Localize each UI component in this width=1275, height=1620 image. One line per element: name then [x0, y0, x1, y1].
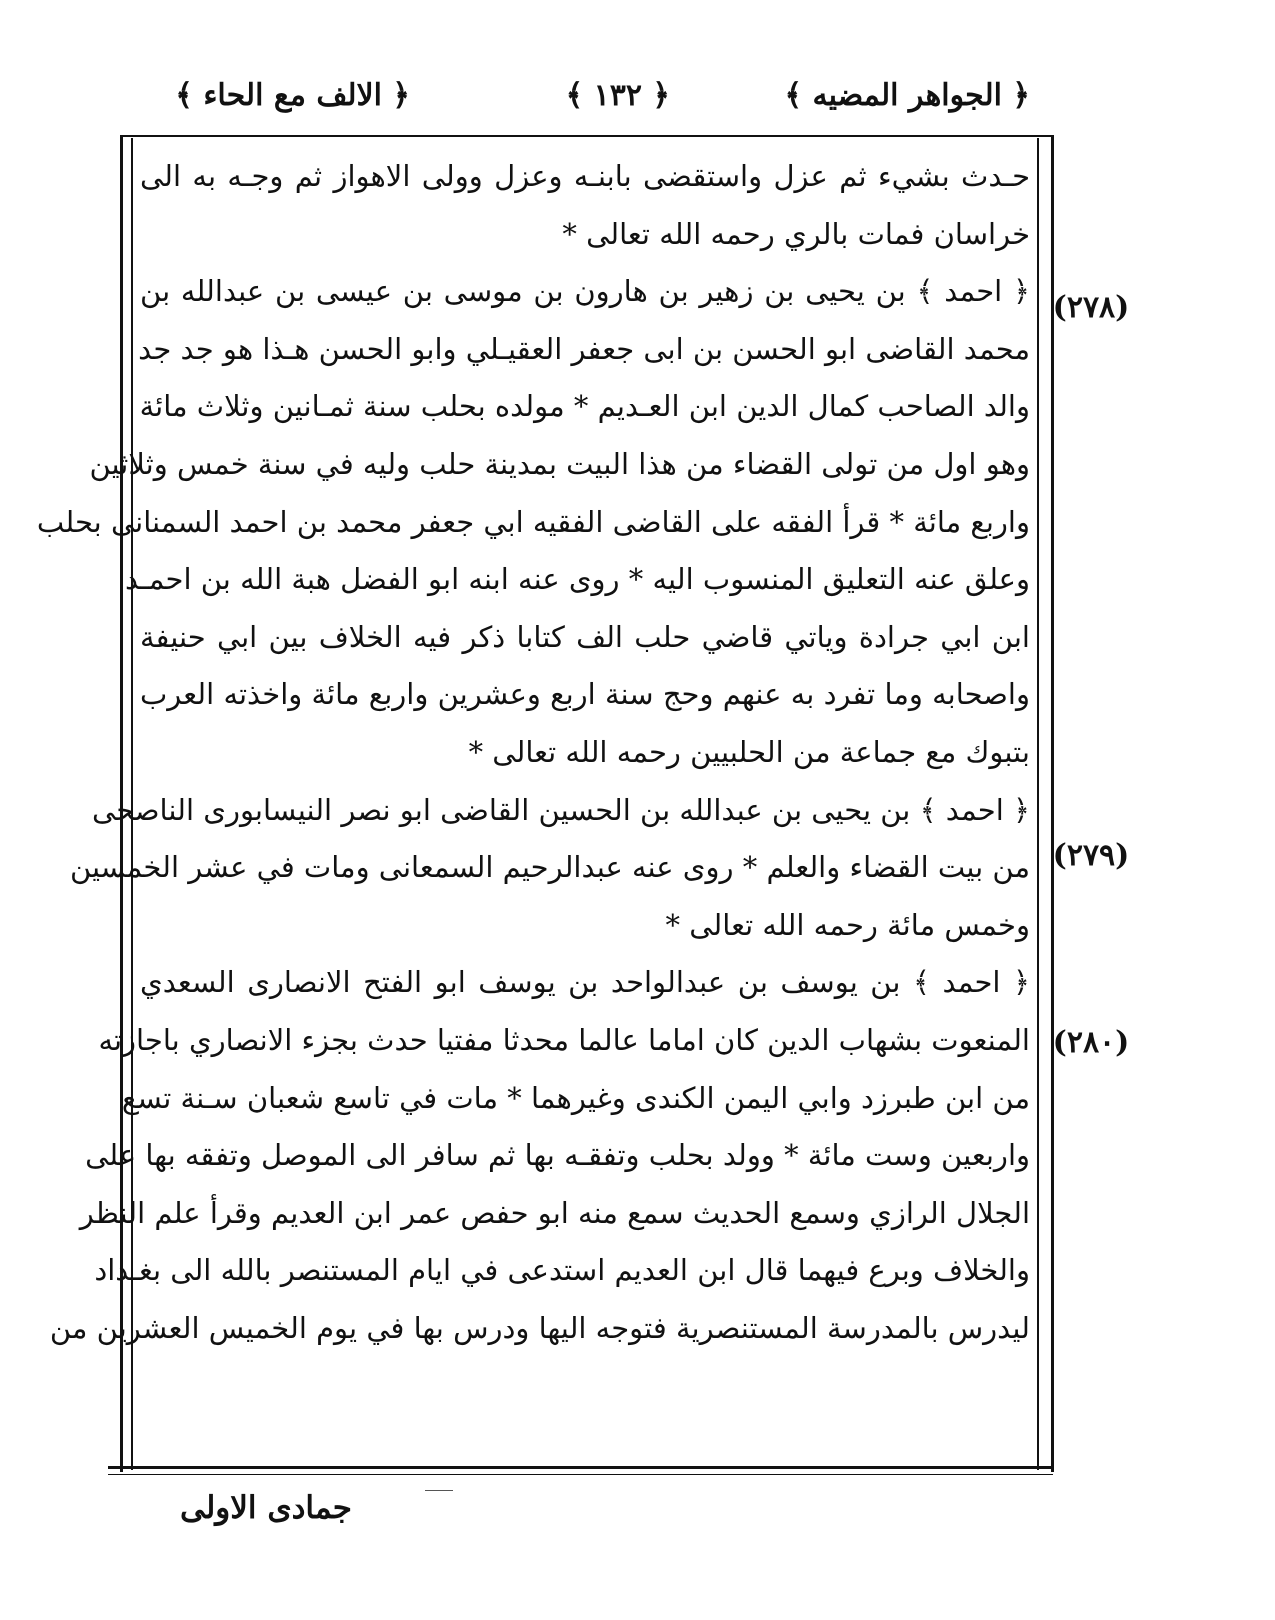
text-line: وهو اول من تولى القضاء من هذا البيت بمدينة حلب وليه في سنة خمس وثلاثين — [89, 446, 1030, 481]
text-line: ابن ابي جرادة وياتي قاضي حلب الف كتابا ذكر فيه الخلاف بين ابي حنيفة — [140, 619, 1030, 654]
text-line: ليدرس بالمدرسة المستنصرية فتوجه اليها ودرس بها في يوم الخميس العشرين من — [49, 1310, 1030, 1345]
entry-number-278: (٢٧٨) — [1052, 290, 1130, 325]
book-title: ﴿ الجواهر المضيه ﴾ — [784, 78, 1030, 113]
text-line: واصحابه وما تفرد به عنهم وحج سنة اربع وعشرين واربع مائة واخذته العرب — [140, 677, 1030, 712]
entry-number-280: (٢٨٠) — [1052, 1025, 1130, 1060]
text-line: والخلاف وبرع فيهما قال ابن العديم استدعى في ايام المستنصر بالله الى بغـداد — [94, 1253, 1030, 1288]
section-title: ﴿ الالف مع الحاء ﴾ — [175, 78, 410, 113]
entry-278-heading-line: ﴿ احمد ﴾ بن يحيى بن زهير بن هارون بن موسى بن عيسى بن عبدالله بن — [140, 274, 1030, 309]
bottom-rule — [108, 1466, 1053, 1469]
page-number: ﴿ ١٣٢ ﴾ — [565, 78, 670, 113]
text-line: خراسان فمات بالري رحمه الله تعالى * — [562, 216, 1030, 251]
entry-280-heading-line: ﴿ احمد ﴾ بن يوسف بن عبدالواحد بن يوسف ابو الفتح الانصارى السعدي — [140, 965, 1030, 1000]
text-line: وعلق عنه التعليق المنسوب اليه * روى عنه ابنه ابو الفضل هبة الله بن احمـد — [125, 562, 1030, 597]
text-line: والد الصاحب كمال الدين ابن العـديم * مولده بحلب سنة ثمـانين وثلاث مائة — [139, 389, 1030, 424]
bottom-rule-thin — [108, 1474, 1053, 1475]
frame-inner-rule-right — [1037, 138, 1039, 1470]
text-line: واربعين وست مائة * وولد بحلب وتفقـه بها ثم سافر الى الموصل وتفقه بها على — [85, 1138, 1030, 1173]
text-line: وخمس مائة رحمه الله تعالى * — [665, 907, 1030, 942]
catchword-dash — [425, 1490, 453, 1491]
text-line: واربع مائة * قرأ الفقه على القاضى الفقيه ابي جعفر محمد بن احمد السمنانى بحلب — [36, 504, 1030, 539]
text-line: من ابن طبرزد وابي اليمن الكندى وغيرهما * مات في تاسع شعبان سـنة تسع — [121, 1080, 1030, 1115]
text-line: بتبوك مع جماعة من الحلبيين رحمه الله تعالى * — [468, 734, 1030, 769]
text-line: من بيت القضاء والعلم * روى عنه عبدالرحيم السمعانى ومات في عشر الخمسين — [69, 850, 1030, 885]
running-header — [150, 78, 1030, 128]
text-line: محمد القاضى ابو الحسن بن ابى جعفر العقيـلي وابو الحسن هـذا هو جد جد — [138, 331, 1030, 366]
entry-number-279: (٢٧٩) — [1052, 838, 1130, 873]
catchword: جمادى الاولى — [180, 1490, 352, 1526]
text-line: حـدث بشيء ثم عزل واستقضى بابنـه وعزل وولى الاهواز ثم وجـه به الى — [140, 159, 1030, 193]
body-text — [36, 148, 1030, 1357]
text-line: المنعوت بشهاب الدين كان اماما عالما محدثا مفتيا حدث بجزء الانصاري باجازته — [98, 1022, 1030, 1057]
text-line: الجلال الرازي وسمع الحديث سمع منه ابو حفص عمر ابن العديم وقرأ علم النظر — [79, 1195, 1030, 1230]
entry-279-heading-line: ﴿ احمد ﴾ بن يحيى بن عبدالله بن الحسين القاضى ابو نصر النيسابورى الناصحى — [92, 792, 1030, 827]
